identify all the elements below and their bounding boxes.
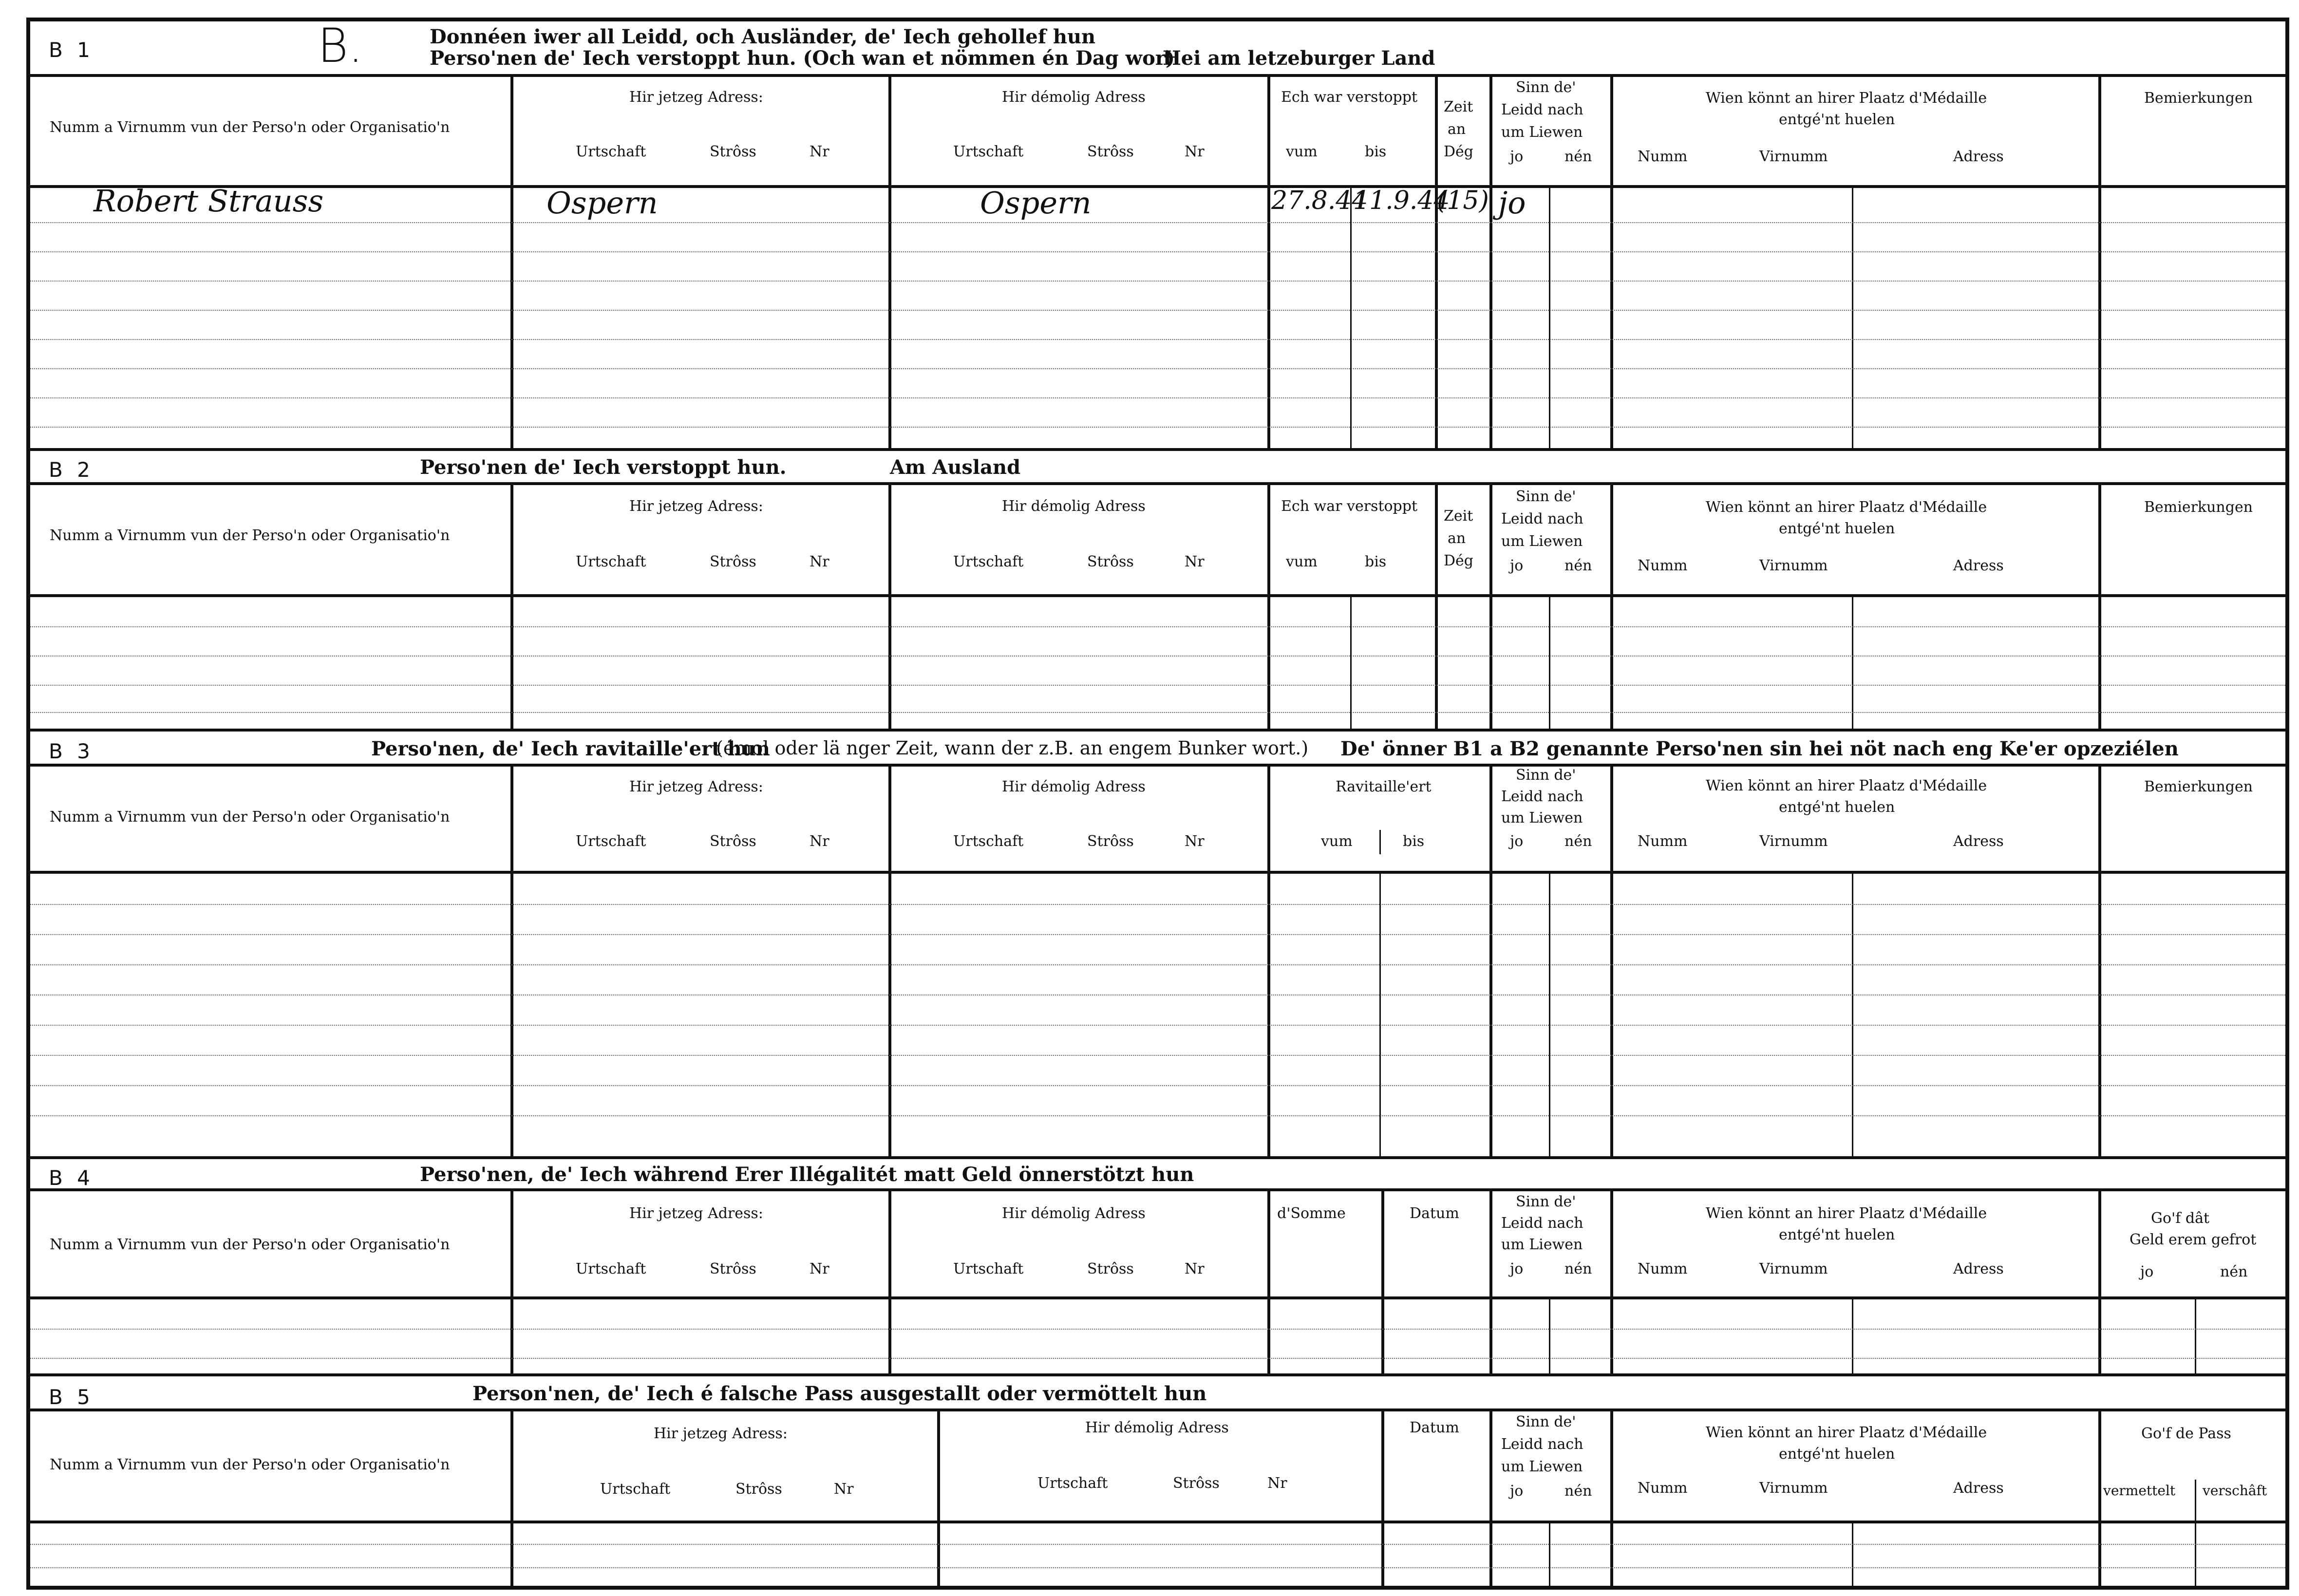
b3-hdr-stross2: Strôss (1087, 833, 1134, 850)
b4-hdr-wien2: entgé'nt huelen (1779, 1226, 1895, 1243)
b4-hdr-urtschaft2: Urtschaft (953, 1260, 1024, 1277)
b3-hdr-sinn3: um Liewen (1501, 809, 1583, 826)
b1-hdr-zeit1: Zeit (1444, 98, 1473, 115)
b1-code: B 1 (49, 38, 94, 62)
b1-hdr-urtschaft2: Urtschaft (953, 143, 1024, 160)
b3-title-paren: (émol oder lä nger Zeit, wann der z.B. an engem Bunker wort.) (716, 737, 1309, 759)
b2-hdr-zeit1: Zeit (1444, 507, 1473, 525)
b1-hdr-sinn2: Leidd nach (1501, 101, 1583, 118)
b1-hdr-stross: Strôss (710, 143, 756, 160)
b3-hdr-sinn2: Leidd nach (1501, 788, 1583, 805)
b2-hdr-jo: jo (1510, 557, 1524, 574)
b3-hdr-wien2: entgé'nt huelen (1779, 799, 1895, 816)
b2-hdr-current: Hir jetzeg Adress: (629, 498, 763, 515)
b3-hdr-name: Numm a Virnumm vun der Perso'n oder Organisatio'n (50, 808, 450, 826)
b1-hdr-urtschaft: Urtschaft (576, 143, 646, 160)
b2-title: Perso'nen de' Iech verstoppt hun. (420, 456, 787, 479)
b5-hdr-vermettelt: vermettelt (2103, 1483, 2176, 1499)
b1-hdr-vum: vum (1286, 143, 1318, 160)
b4-hdr-wien1: Wien könnt an hirer Plaatz d'Médaille (1706, 1205, 1987, 1222)
b5-hdr-name: Numm a Virnumm vun der Perso'n oder Organisatio'n (50, 1456, 450, 1473)
b5-hdr-nen: nén (1564, 1483, 1592, 1500)
b2-hdr-sinn3: um Liewen (1501, 533, 1583, 550)
b3-hdr-urtschaft: Urtschaft (576, 833, 646, 850)
b2-hdr-former: Hir démolig Adress (1002, 498, 1146, 515)
b2-code: B 2 (49, 458, 94, 482)
b3-body (30, 874, 2285, 1159)
b2-title-band (30, 451, 2285, 485)
b3-hdr-ravitailleert: Ravitaille'ert (1336, 778, 1432, 795)
entry-name: Robert Strauss (94, 183, 324, 219)
b3-title-band (30, 732, 2285, 767)
b1-hdr-zeit2: an (1448, 121, 1466, 138)
b2-hdr-sinn2: Leidd nach (1501, 510, 1583, 527)
b3-hdr-current: Hir jetzeg Adress: (629, 778, 763, 795)
b4-hdr-stross: Strôss (710, 1260, 756, 1277)
b2-hdr-numm: Numm (1638, 557, 1688, 574)
b1-hdr-numm: Numm (1638, 148, 1688, 165)
b1-hdr-sinn3: um Liewen (1501, 124, 1583, 141)
b3-hdr-nen: nén (1564, 833, 1592, 850)
form-page (26, 18, 2289, 1590)
b2-hdr-bis: bis (1365, 553, 1387, 570)
b5-header (30, 1411, 2285, 1523)
b2-hdr-sinn1: Sinn de' (1516, 488, 1576, 505)
b2-hdr-zeit2: an (1448, 530, 1466, 547)
b2-hdr-hidden: Ech war verstoppt (1281, 498, 1418, 515)
b3-hdr-former: Hir démolig Adress (1002, 778, 1146, 795)
b5-title-band (30, 1376, 2285, 1411)
b2-hdr-urtschaft: Urtschaft (576, 553, 646, 570)
b3-hdr-bis: bis (1403, 833, 1425, 850)
b3-hdr-nr2: Nr (1185, 833, 1205, 850)
b4-hdr-somme: d'Somme (1277, 1205, 1346, 1222)
b3-header (30, 767, 2285, 874)
b2-hdr-zeit3: Dég (1444, 552, 1474, 569)
b4-title-band (30, 1159, 2285, 1191)
b1-hdr-stross2: Strôss (1087, 143, 1134, 160)
b2-hdr-nr2: Nr (1185, 553, 1205, 570)
b1-hdr-bis: bis (1365, 143, 1387, 160)
b5-hdr-datum: Datum (1410, 1419, 1459, 1436)
b1-title-band (30, 21, 2285, 77)
b4-hdr-gof-nen: nén (2220, 1263, 2248, 1280)
b4-code: B 4 (49, 1166, 94, 1190)
b5-hdr-virnumm: Virnumm (1759, 1480, 1828, 1497)
b4-hdr-gof2: Geld erem gefrot (2129, 1231, 2257, 1248)
b3-hdr-stross: Strôss (710, 833, 756, 850)
b4-hdr-sinn3: um Liewen (1501, 1236, 1583, 1253)
b2-body (30, 597, 2285, 732)
b4-hdr-current: Hir jetzeg Adress: (629, 1205, 763, 1222)
b4-body (30, 1299, 2285, 1376)
b5-hdr-stross: Strôss (735, 1481, 782, 1498)
b5-hdr-wien2: entgé'nt huelen (1779, 1446, 1895, 1463)
b4-hdr-jo: jo (1510, 1260, 1524, 1277)
b1-hdr-name: Numm a Virnumm vun der Perso'n oder Organisatio'n (50, 119, 450, 136)
b3-hdr-bemierkungen: Bemierkungen (2144, 778, 2253, 795)
b3-code: B 3 (49, 739, 94, 763)
b2-hdr-vum: vum (1286, 553, 1318, 570)
b3-title-b: De' önner B1 a B2 genannte Perso'nen sin hei nöt nach eng Ke'er opzeziélen (1340, 737, 2179, 760)
b3-hdr-adress: Adress (1953, 833, 2004, 850)
b1-title-line2: Perso'nen de' Iech verstoppt hun. (Och wan et nömmen én Dag wor) (430, 47, 1175, 70)
b4-hdr-name: Numm a Virnumm vun der Perso'n oder Organisatio'n (50, 1236, 450, 1253)
entry-current: Ospern (546, 185, 658, 221)
b1-hdr-nr: Nr (810, 143, 829, 160)
b5-hdr-urtschaft2: Urtschaft (1037, 1475, 1108, 1492)
b1-hdr-jo: jo (1510, 148, 1524, 165)
b5-hdr-nr: Nr (834, 1481, 854, 1498)
b5-hdr-current: Hir jetzeg Adress: (654, 1425, 788, 1442)
b5-hdr-sinn2: Leidd nach (1501, 1436, 1583, 1453)
b5-body (30, 1523, 2285, 1590)
b4-hdr-sinn1: Sinn de' (1516, 1193, 1576, 1210)
b5-hdr-verschaft: verschâft (2203, 1483, 2267, 1499)
b4-hdr-numm: Numm (1638, 1260, 1688, 1277)
b5-hdr-sinn3: um Liewen (1501, 1458, 1583, 1475)
b4-hdr-sinn2: Leidd nach (1501, 1215, 1583, 1232)
b4-title: Perso'nen, de' Iech während Erer Illégalitét matt Geld önnerstötzt hun (420, 1163, 1194, 1186)
entry-days: (15) (1437, 186, 1489, 215)
b3-hdr-jo: jo (1510, 833, 1524, 850)
b2-hdr-wien2: entgé'nt huelen (1779, 520, 1895, 537)
b5-hdr-jo: jo (1510, 1483, 1524, 1500)
b3-title: Perso'nen, de' Iech ravitaille'ert hun (371, 737, 770, 760)
b5-hdr-nr2: Nr (1267, 1475, 1287, 1492)
b1-hdr-adress: Adress (1953, 148, 2004, 165)
b3-hdr-urtschaft2: Urtschaft (953, 833, 1024, 850)
entry-vum: 27.8.44 (1271, 186, 1368, 215)
b4-hdr-nr2: Nr (1185, 1260, 1205, 1277)
b1-hdr-wien2: entgé'nt huelen (1779, 111, 1895, 128)
b2-hdr-urtschaft2: Urtschaft (953, 553, 1024, 570)
b4-hdr-former: Hir démolig Adress (1002, 1205, 1146, 1222)
b1-hdr-sinn1: Sinn de' (1516, 79, 1576, 96)
b5-code: B 5 (49, 1385, 94, 1409)
b2-header (30, 485, 2285, 597)
b1-title-line1: Donnéen iwer all Leidd, och Ausländer, de' Iech gehollef hun (430, 25, 1096, 48)
b2-hdr-adress: Adress (1953, 557, 2004, 574)
b4-header (30, 1191, 2285, 1299)
b1-hdr-former: Hir démolig Adress (1002, 89, 1146, 106)
b2-hdr-wien1: Wien könnt an hirer Plaatz d'Médaille (1706, 499, 1987, 516)
b5-hdr-stross2: Strôss (1173, 1475, 1220, 1492)
b5-hdr-wien1: Wien könnt an hirer Plaatz d'Médaille (1706, 1424, 1987, 1441)
b2-hdr-nen: nén (1564, 557, 1592, 574)
b2-hdr-nr: Nr (810, 553, 829, 570)
b1-hdr-virnumm: Virnumm (1759, 148, 1828, 165)
b5-hdr-former: Hir démolig Adress (1085, 1419, 1229, 1436)
entry-alive: jo (1498, 185, 1526, 221)
b1-body (30, 183, 2285, 451)
b1-title-line2b: Hei am letzeburger Land (1163, 47, 1435, 70)
b2-hdr-bemierkungen: Bemierkungen (2144, 499, 2253, 516)
b4-hdr-urtschaft: Urtschaft (576, 1260, 646, 1277)
b1-letter: B. (318, 19, 363, 73)
b1-hdr-wien1: Wien könnt an hirer Plaatz d'Médaille (1706, 90, 1987, 107)
b2-hdr-stross: Strôss (710, 553, 756, 570)
b1-header (30, 77, 2285, 188)
b3-hdr-wien1: Wien könnt an hirer Plaatz d'Médaille (1706, 777, 1987, 794)
b4-hdr-adress: Adress (1953, 1260, 2004, 1277)
b1-hdr-current: Hir jetzeg Adress: (629, 89, 763, 106)
b4-hdr-datum: Datum (1410, 1205, 1459, 1222)
b4-hdr-gof-jo: jo (2140, 1263, 2154, 1280)
b3-hdr-numm: Numm (1638, 833, 1688, 850)
b1-hdr-zeit3: Dég (1444, 143, 1474, 160)
entry-bis: 11.9.44 (1353, 186, 1450, 215)
b4-hdr-nr: Nr (810, 1260, 829, 1277)
b2-title-b: Am Ausland (890, 456, 1021, 479)
b3-hdr-vum: vum (1321, 833, 1353, 850)
b2-hdr-stross2: Strôss (1087, 553, 1134, 570)
b2-hdr-name: Numm a Virnumm vun der Perso'n oder Organisatio'n (50, 527, 450, 544)
b2-hdr-virnumm: Virnumm (1759, 557, 1828, 574)
b1-hdr-nen: nén (1564, 148, 1592, 165)
b1-hdr-nr2: Nr (1185, 143, 1205, 160)
b1-hdr-hidden: Ech war verstoppt (1281, 89, 1418, 106)
b3-hdr-virnumm: Virnumm (1759, 833, 1828, 850)
b4-hdr-gof1: Go'f dât (2151, 1210, 2210, 1227)
b1-hdr-bemierkungen: Bemierkungen (2144, 90, 2253, 107)
b5-hdr-urtschaft: Urtschaft (600, 1481, 671, 1498)
b4-hdr-stross2: Strôss (1087, 1260, 1134, 1277)
b5-title: Person'nen, de' Iech é falsche Pass ausgestallt oder vermöttelt hun (472, 1382, 1207, 1405)
b3-hdr-sinn1: Sinn de' (1516, 767, 1576, 784)
b5-hdr-adress: Adress (1953, 1480, 2004, 1497)
b5-hdr-sinn1: Sinn de' (1516, 1413, 1576, 1430)
b4-hdr-virnumm: Virnumm (1759, 1260, 1828, 1277)
b5-hdr-gofpass: Go'f de Pass (2141, 1425, 2231, 1442)
b4-hdr-nen: nén (1564, 1260, 1592, 1277)
entry-former: Ospern (980, 185, 1092, 221)
b3-hdr-nr: Nr (810, 833, 829, 850)
b5-hdr-numm: Numm (1638, 1480, 1688, 1497)
